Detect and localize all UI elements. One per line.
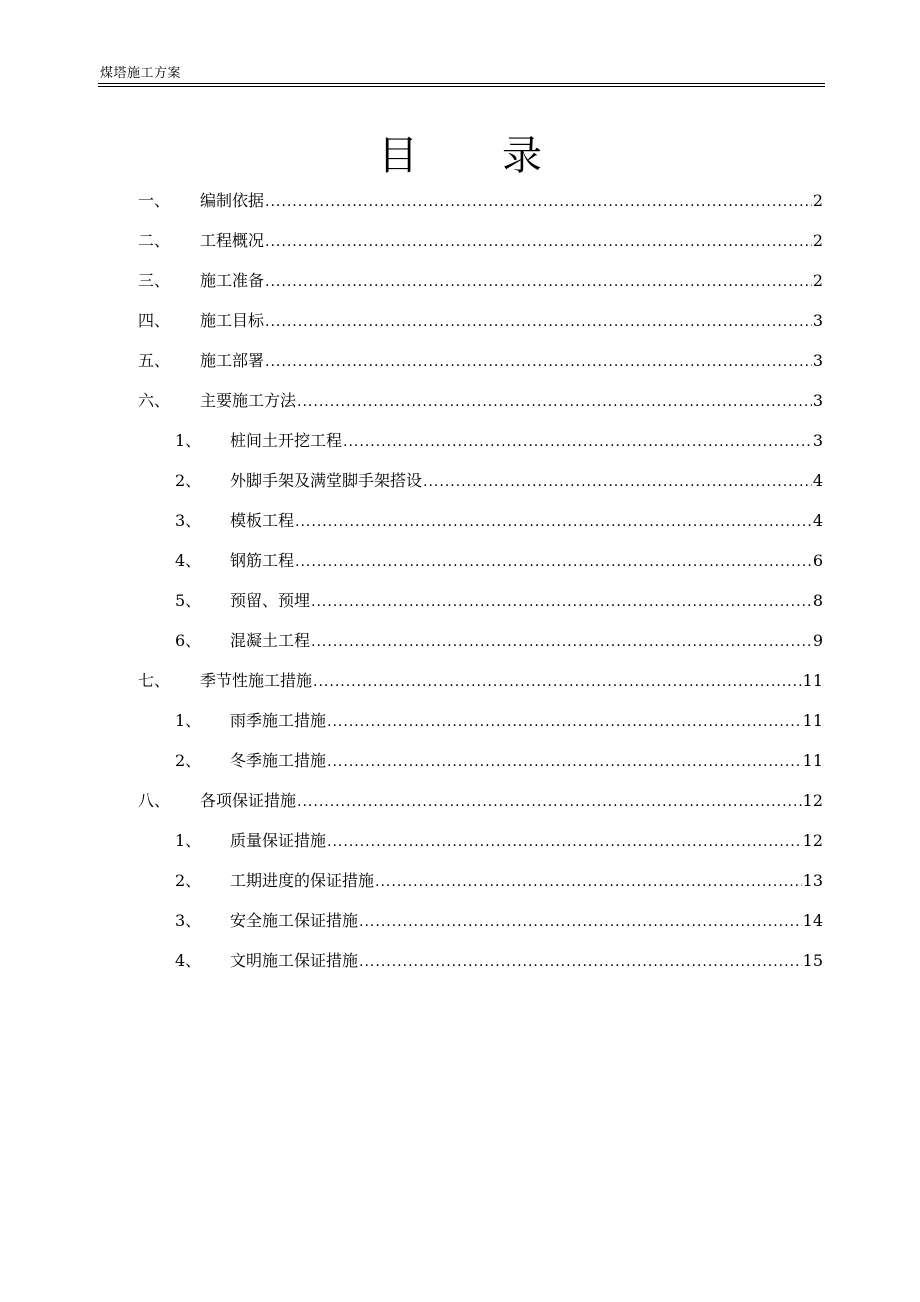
toc-entry[interactable] xyxy=(175,509,823,533)
toc-entry-title: 主要施工方法 xyxy=(200,391,297,410)
toc-entry-title: 预留、预埋 xyxy=(230,591,311,610)
toc-entry-title: 施工目标 xyxy=(200,311,265,330)
toc-entry-title: 施工准备 xyxy=(200,271,265,290)
toc-entry-page: 3 xyxy=(812,431,823,450)
toc-entry-page: 2 xyxy=(812,271,823,290)
toc-entry-title: 模板工程 xyxy=(230,511,295,530)
toc-entry-number: 1、 xyxy=(175,831,202,850)
toc-leader-dots xyxy=(423,470,812,494)
toc-leader-dots xyxy=(311,630,812,654)
toc-leader-dots xyxy=(327,710,802,734)
toc-entry-number: 5、 xyxy=(175,591,202,610)
toc-entry-page: 6 xyxy=(812,551,823,570)
toc-leader-dots xyxy=(375,870,802,894)
toc-entry-number: 1、 xyxy=(175,711,202,730)
toc-title-char-1: 目 xyxy=(378,133,418,179)
toc-leader-dots xyxy=(297,390,812,414)
toc-entry-page: 9 xyxy=(812,631,823,650)
toc-entry-title: 工程概况 xyxy=(200,231,265,250)
toc-leader-dots xyxy=(343,430,812,454)
toc-entry[interactable] xyxy=(138,309,823,333)
toc-entry[interactable] xyxy=(175,909,823,933)
toc-entry-page: 2 xyxy=(812,191,823,210)
toc-entry[interactable] xyxy=(175,869,823,893)
toc-entry-title: 冬季施工措施 xyxy=(230,751,327,770)
toc-entry[interactable] xyxy=(138,189,823,213)
toc-entry[interactable] xyxy=(138,269,823,293)
toc-entry-number: 3、 xyxy=(175,511,202,530)
toc-leader-dots xyxy=(265,230,812,254)
toc-leader-dots xyxy=(313,670,802,694)
toc-entry-page: 14 xyxy=(802,911,823,930)
toc-entry[interactable] xyxy=(138,389,823,413)
toc-entry[interactable] xyxy=(175,709,823,733)
toc-entry-page: 11 xyxy=(802,711,823,730)
toc-entry-title: 桩间土开挖工程 xyxy=(230,431,343,450)
toc-entry-page: 8 xyxy=(812,591,823,610)
toc-leader-dots xyxy=(265,190,812,214)
toc-leader-dots xyxy=(297,790,802,814)
toc-entry-title: 季节性施工措施 xyxy=(200,671,313,690)
toc-entry-page: 11 xyxy=(802,671,823,690)
toc-entry-title: 雨季施工措施 xyxy=(230,711,327,730)
toc-title-char-2: 录 xyxy=(502,133,542,179)
toc-entry-number: 二、 xyxy=(138,231,171,250)
toc-entry-page: 12 xyxy=(802,791,823,810)
toc-leader-dots xyxy=(327,750,802,774)
toc-entry-number: 七、 xyxy=(138,671,171,690)
toc-entry-title: 质量保证措施 xyxy=(230,831,327,850)
toc-entry-number: 三、 xyxy=(138,271,171,290)
toc-entry-title: 各项保证措施 xyxy=(200,791,297,810)
toc-entry-number: 2、 xyxy=(175,471,202,490)
toc-entry-title: 编制依据 xyxy=(200,191,265,210)
toc-entry-page: 2 xyxy=(812,231,823,250)
toc-leader-dots xyxy=(265,350,812,374)
toc-entry-number: 五、 xyxy=(138,351,171,370)
toc-entry-title: 施工部署 xyxy=(200,351,265,370)
toc-entry-title: 混凝土工程 xyxy=(230,631,311,650)
toc-entry[interactable] xyxy=(138,229,823,253)
toc-leader-dots xyxy=(265,270,812,294)
toc-entry[interactable] xyxy=(175,749,823,773)
toc-entry-number: 6、 xyxy=(175,631,202,650)
toc-entry[interactable] xyxy=(175,949,823,973)
toc-entry[interactable] xyxy=(138,349,823,373)
toc-entry[interactable] xyxy=(175,429,823,453)
toc-entry[interactable] xyxy=(138,669,823,693)
toc-entry-page: 3 xyxy=(812,311,823,330)
toc-entry[interactable] xyxy=(175,829,823,853)
toc-entry-number: 4、 xyxy=(175,551,202,570)
toc-entry-number: 2、 xyxy=(175,751,202,770)
toc-entry-number: 六、 xyxy=(138,391,171,410)
toc-entry-page: 3 xyxy=(812,391,823,410)
toc-entry[interactable] xyxy=(175,549,823,573)
toc-entry-number: 一、 xyxy=(138,191,171,210)
header-title: 煤塔施工方案 xyxy=(100,66,182,81)
toc-entry-title: 工期进度的保证措施 xyxy=(230,871,375,890)
toc-entry-number: 1、 xyxy=(175,431,202,450)
toc-entry[interactable] xyxy=(175,469,823,493)
toc-leader-dots xyxy=(327,830,802,854)
toc-entry[interactable] xyxy=(138,789,823,813)
toc-entry-title: 钢筋工程 xyxy=(230,551,295,570)
toc-entry-page: 4 xyxy=(812,471,823,490)
toc-entry-page: 15 xyxy=(802,951,823,970)
toc-leader-dots xyxy=(311,590,812,614)
toc-entry[interactable] xyxy=(175,629,823,653)
toc-entry-page: 12 xyxy=(802,831,823,850)
toc-leader-dots xyxy=(265,310,812,334)
toc-leader-dots xyxy=(359,950,802,974)
toc-entry-number: 3、 xyxy=(175,911,202,930)
toc-entry-number: 四、 xyxy=(138,311,171,330)
toc-entry-page: 13 xyxy=(802,871,823,890)
toc-entry-page: 11 xyxy=(802,751,823,770)
toc-leader-dots xyxy=(295,550,812,574)
toc-entry-title: 文明施工保证措施 xyxy=(230,951,359,970)
toc-entry[interactable] xyxy=(175,589,823,613)
toc-entry-title: 外脚手架及满堂脚手架搭设 xyxy=(230,471,423,490)
toc-entry-page: 4 xyxy=(812,511,823,530)
toc-entry-number: 4、 xyxy=(175,951,202,970)
toc-entry-title: 安全施工保证措施 xyxy=(230,911,359,930)
toc-entry-number: 2、 xyxy=(175,871,202,890)
toc-entry-number: 八、 xyxy=(138,791,171,810)
toc-leader-dots xyxy=(295,510,812,534)
toc-leader-dots xyxy=(359,910,802,934)
toc-entry-page: 3 xyxy=(812,351,823,370)
